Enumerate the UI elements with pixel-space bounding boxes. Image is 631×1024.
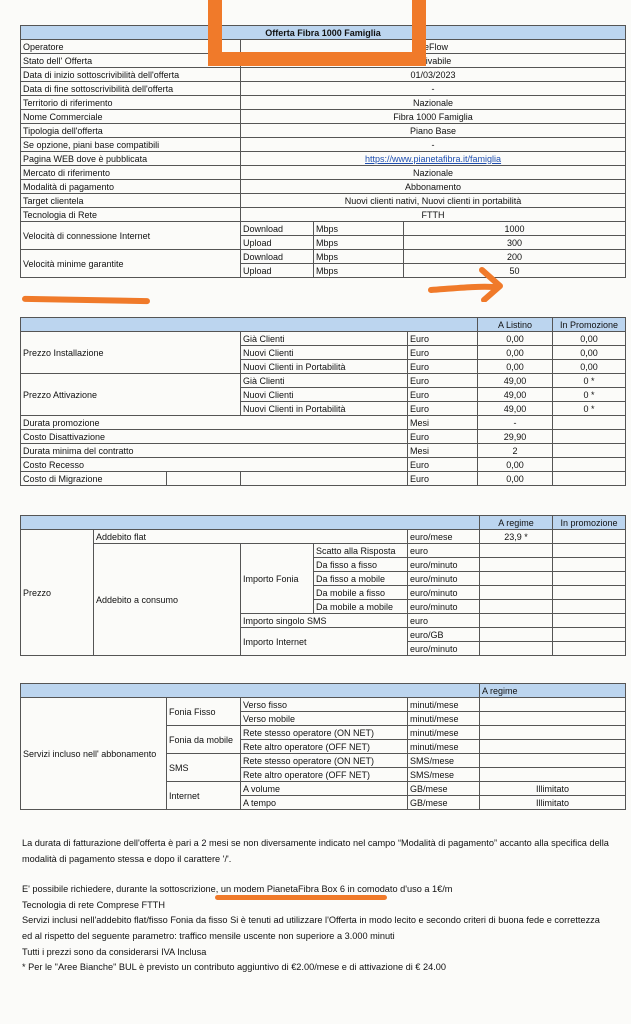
offer-notes: [22, 836, 612, 976]
note-fair-use: Servizi inclusi nell'addebito flat/fisso Fonia da fisso Si è tenuti ad utilizzare l'Offerta in modo lecito e secondo criteri di buona fede e correttezza ed al rispetto del seguente parametro: traffico mensile uscente non superiore a 3.000 minuti: [22, 915, 600, 941]
speed-row: Upload Mbps 300: [21, 236, 626, 250]
info-row: Tipologia dell'offerta Piano Base: [21, 124, 626, 138]
info-row: Tecnologia di Rete FTTH: [21, 208, 626, 222]
prices-header: A Listino In Promozione: [21, 318, 626, 332]
info-row: Mercato di riferimento Nazionale: [21, 166, 626, 180]
prices-table: A Listino In Promozione Prezzo Installazione Già Clienti Euro 0,00 0,00 Nuovi Clienti Euro 0,00 0,00 Nuovi Clienti in Portabilità Euro 0,00 0,00 Prezzo Attivazione Già Clienti Euro 49,00 0 * Nuovi Clienti Euro 49,00 0 * Nuovi Clienti in Portabilità Euro 49,00 0 * Durata promozione Mesi - Costo Disattivazione Euro 29,90 Durata minima del contratto Mesi 2 Costo Recesso Euro 0,00 Costo di Migrazione Euro 0,00: [20, 317, 626, 486]
offer-web-link[interactable]: https://www.pianetafibra.it/famiglia: [364, 153, 502, 164]
highlight-frame: [208, 0, 426, 66]
highlight-underline-modem: [215, 895, 387, 900]
info-row: Data di fine sottoscrivibilità dell'offerta -: [21, 82, 626, 96]
note-billing: La durata di fatturazione dell'offerta è pari a 2 mesi se non diversamente indicato nel campo “Modalità di pagamento” accanto alla specifica della modalità di pagamento stessa e dopo il carattere '/'.: [22, 838, 609, 864]
speed-row: Velocità di connessione Internet Download Mbps 1000: [21, 222, 626, 236]
speed-row: Velocità minime garantite Download Mbps 200: [21, 250, 626, 264]
info-row: Stato dell' Offerta Attivabile: [21, 54, 626, 68]
usage-prices-table: A regime In promozione Prezzo Addebito flat euro/mese 23,9 * Addebito a consumo Importo Fonia Scatto alla Risposta euro Da fisso a fisso euro/minuto Da fisso a mobile euro/minuto Da mobile a fisso euro/minuto Da mobile a mobile euro/minuto Importo singolo SMS euro Importo Internet euro/GB euro/minuto: [20, 515, 626, 656]
highlight-arrow: [428, 266, 508, 302]
note-modem: E' possibile richiedere, durante la sottoscrizione, un modem PianetaFibra Box 6 in comodato d'uso a 1€/m: [22, 884, 453, 895]
info-row: Pagina WEB dove è pubblicata https://www.pianetafibra.it/famiglia: [21, 152, 626, 166]
info-row: Nome Commerciale Fibra 1000 Famiglia: [21, 110, 626, 124]
info-row: Target clientela Nuovi clienti nativi, Nuovi clienti in portabilità: [21, 194, 626, 208]
speed-row: Upload Mbps 50: [21, 264, 626, 278]
included-services-table: A regime Servizi incluso nell' abbonamento Fonia Fisso Verso fisso minuti/mese Verso mobile minuti/mese Fonia da mobile Rete stesso operatore (ON NET) minuti/mese Rete altro operatore (OFF NET) minuti/mese SMS Rete stesso operatore (ON NET) SMS/mese Rete altro operatore (OFF NET) SMS/mese Internet A volume GB/mese Illimitato A tempo GB/mese Illimitato: [20, 683, 626, 810]
offer-title: Offerta Fibra 1000 Famiglia: [21, 26, 626, 40]
note-technology: Tecnologia di rete Comprese FTTH: [22, 899, 165, 910]
info-row: Se opzione, piani base compatibili -: [21, 138, 626, 152]
info-row: Modalità di pagamento Abbonamento: [21, 180, 626, 194]
info-row: Territorio di riferimento Nazionale: [21, 96, 626, 110]
note-vat: Tutti i prezzi sono da considerarsi IVA Inclusa: [22, 946, 207, 957]
highlight-underline-min-speed: [22, 296, 150, 304]
info-row: Data di inizio sottoscrivibilità dell'offerta 01/03/2023: [21, 68, 626, 82]
info-row: Operatore SeFlow: [21, 40, 626, 54]
note-white-areas: * Per le "Aree Bianche" BUL è previsto un contributo aggiuntivo di €2.00/mese e di attivazione di € 24.00: [22, 962, 446, 973]
